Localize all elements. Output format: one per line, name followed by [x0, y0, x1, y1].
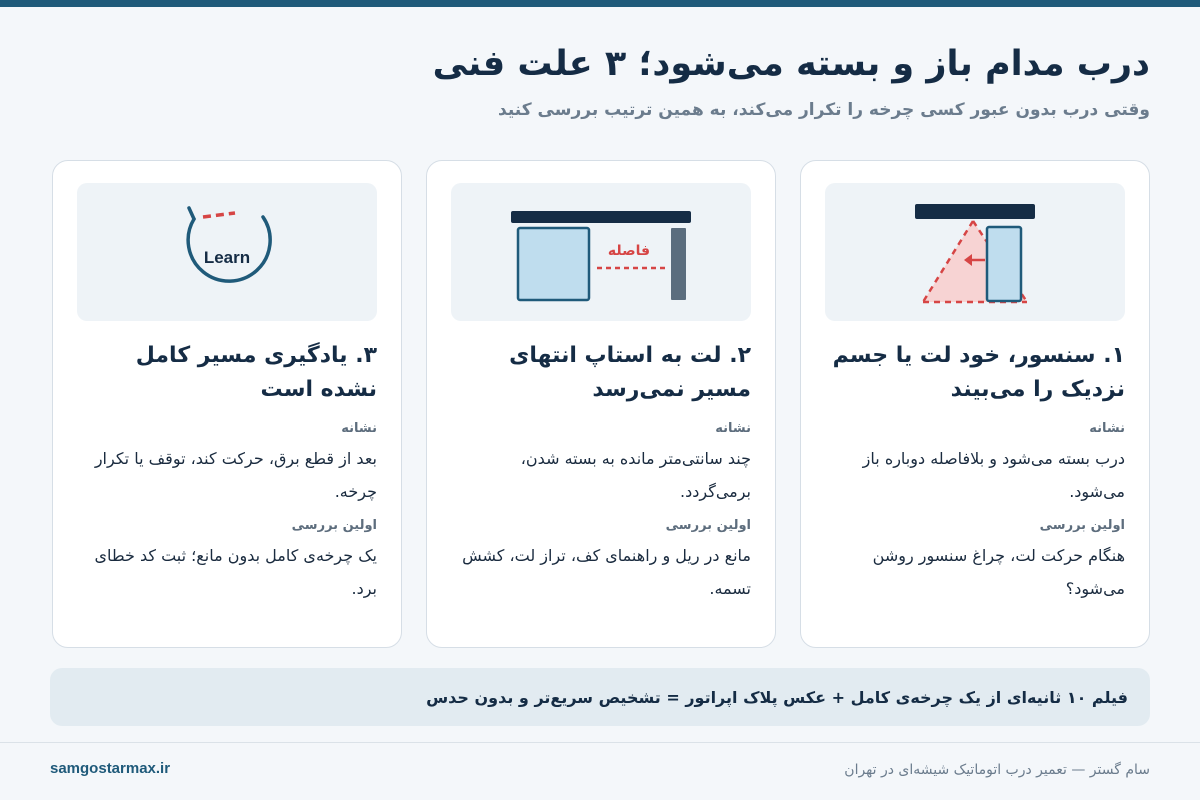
- page-title: درب مدام باز و بسته می‌شود؛ ۳ علت فنی: [432, 44, 1150, 84]
- check-label: اولین بررسی: [291, 518, 377, 533]
- sensor-beam-icon: [825, 183, 1125, 321]
- sign-label: نشانه: [715, 421, 751, 436]
- sensor-illustration: [825, 183, 1125, 321]
- check-text: مانع در ریل و راهنمای کف، تراز لت، کشش تسمه.: [462, 546, 751, 598]
- gap-illustration: [451, 183, 751, 321]
- footer-brand: سام گستر — تعمیر درب اتوماتیک شیشه‌ای در تهران: [844, 762, 1150, 778]
- card-title: ۲. لت به استاپ انتهای مسیر نمی‌رسد: [509, 343, 751, 402]
- sign-text: درب بسته می‌شود و بلافاصله دوباره باز می‌شود.: [862, 449, 1125, 501]
- gap-label: فاصله: [607, 243, 651, 259]
- tip-banner: [50, 668, 1150, 726]
- learn-label: Learn: [203, 248, 251, 267]
- cause-cards: [50, 160, 1150, 648]
- footer-domain-link[interactable]: samgostarmax.ir: [50, 760, 171, 777]
- check-label: اولین بررسی: [665, 518, 751, 533]
- footer-divider: [0, 742, 1200, 743]
- page-subtitle: وقتی درب بدون عبور کسی چرخه را تکرار می‌کند، به همین ترتیب بررسی کنید: [498, 100, 1150, 120]
- top-accent-bar: [0, 0, 1200, 7]
- sign-label: نشانه: [341, 421, 377, 436]
- sign-label: نشانه: [1089, 421, 1125, 436]
- sign-text: چند سانتی‌متر مانده به بسته شدن، برمی‌گردد.: [520, 449, 751, 501]
- check-text: یک چرخه‌ی کامل بدون مانع؛ ثبت کد خطای برد.: [94, 546, 377, 598]
- card-title: ۳. یادگیری مسیر کامل نشده است: [135, 343, 377, 402]
- card-title: ۱. سنسور، خود لت یا جسم نزدیک را می‌بیند: [832, 343, 1125, 402]
- check-text: هنگام حرکت لت، چراغ سنسور روشن می‌شود؟: [872, 546, 1125, 598]
- sign-text: بعد از قطع برق، حرکت کند، توقف یا تکرار چرخه.: [94, 449, 377, 501]
- door-gap-icon: [451, 183, 751, 321]
- learn-cycle-icon: [77, 183, 377, 321]
- check-label: اولین بررسی: [1039, 518, 1125, 533]
- learn-illustration: [77, 183, 377, 321]
- tip-banner-text: فیلم ۱۰ ثانیه‌ای از یک چرخه‌ی کامل + عکس پلاک اپراتور = تشخیص سریع‌تر و بدون حدس: [426, 687, 1128, 707]
- cause-card-sensor: [800, 160, 1150, 648]
- cause-card-stop: [426, 160, 776, 648]
- cause-card-learn: [52, 160, 402, 648]
- page-header: [50, 38, 1150, 120]
